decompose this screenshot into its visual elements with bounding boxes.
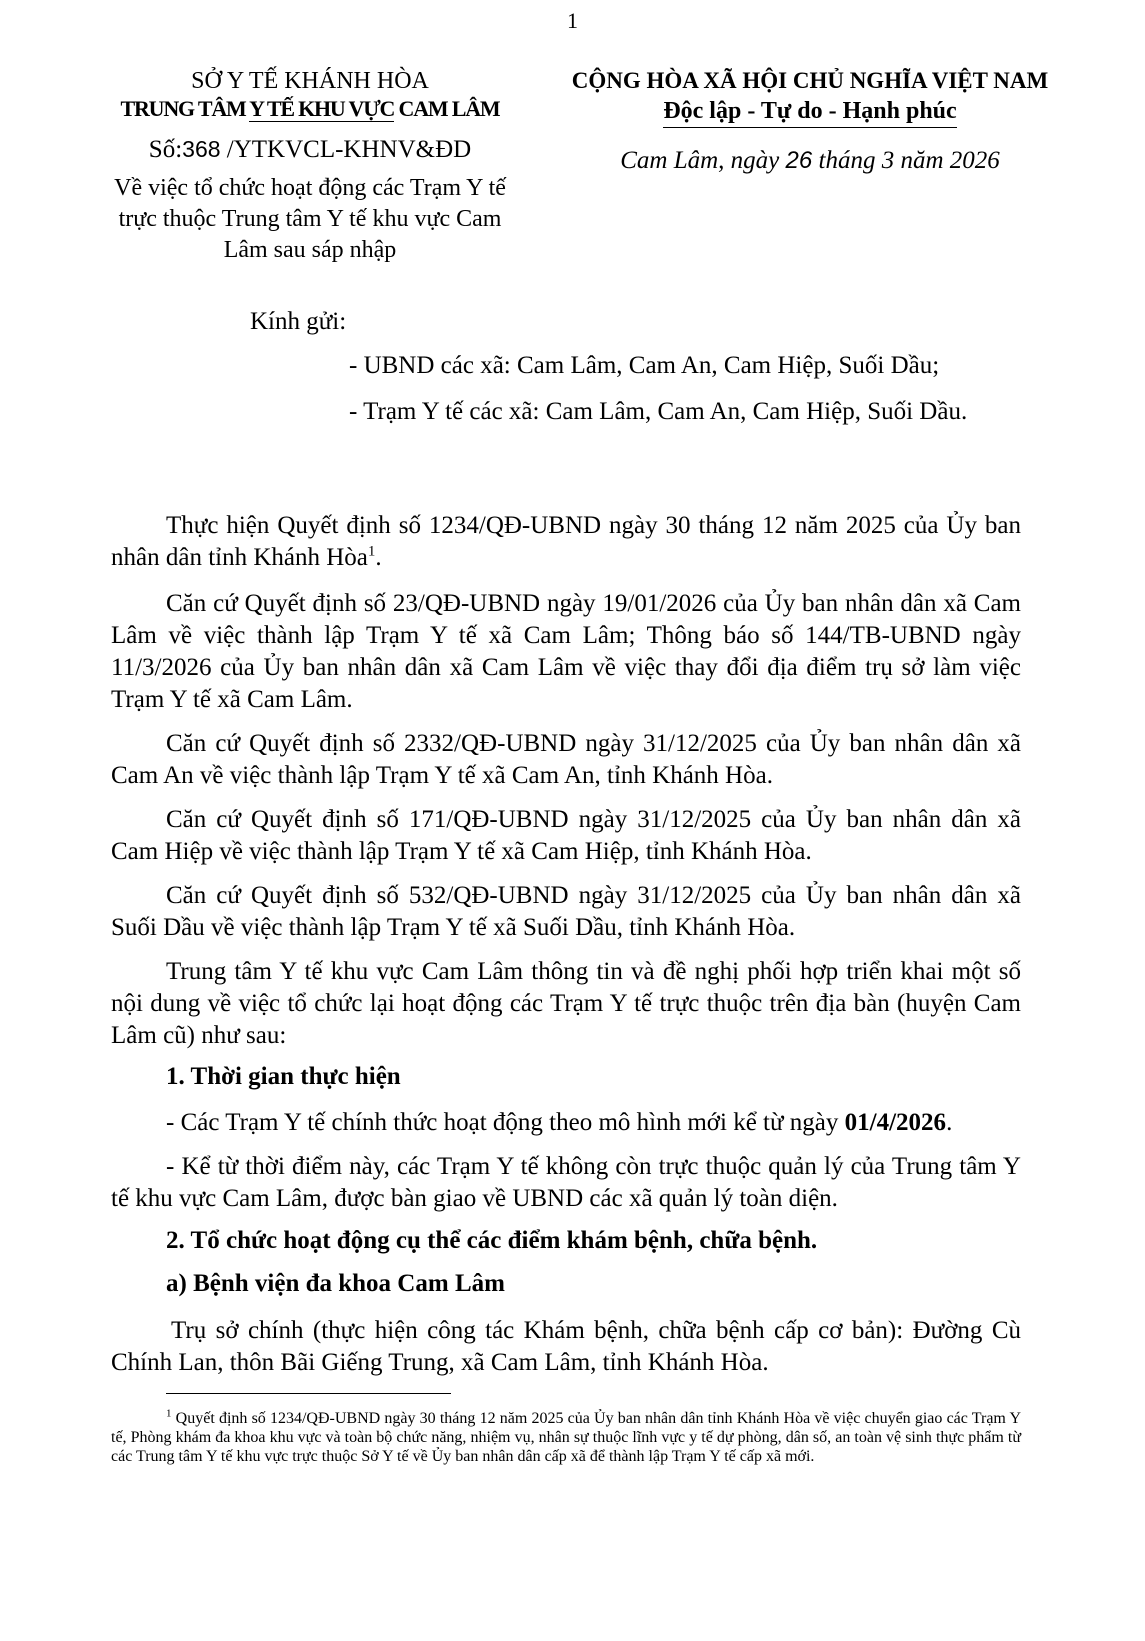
paragraph-text: . xyxy=(946,1109,953,1136)
effective-date: 01/4/2026 xyxy=(844,1109,947,1136)
recipients-label: Kính gửi: xyxy=(250,308,347,335)
body-paragraph xyxy=(111,510,1021,574)
unit-name-underlined: Y TẾ KHU VỰC xyxy=(249,96,395,121)
unit-name xyxy=(100,96,520,122)
footnote-reference[interactable]: 1 xyxy=(367,543,376,560)
doc-no-suffix: /YTKVCL-KHNV&ĐD xyxy=(220,136,472,163)
body-paragraph: Trụ sở chính (thực hiện công tác Khám bệnh, chữa bệnh cấp cơ bản): Đường Cù Chính Lan, thôn Bãi Giếng Trung, xã Cam Lâm, tỉnh Khánh Hòa. xyxy=(111,1317,1021,1376)
body-paragraph: Căn cứ Quyết định số 532/QĐ-UBND ngày 31/12/2025 của Ủy ban nhân dân xã Suối Dầu về việc thành lập Trạm Y tế xã Suối Dầu, tỉnh Khánh Hòa. xyxy=(111,882,1021,941)
national-motto: Độc lập - Tự do - Hạnh phúc xyxy=(663,96,956,128)
body-paragraph: Căn cứ Quyết định số 23/QĐ-UBND ngày 19/01/2026 của Ủy ban nhân dân xã Cam Lâm về việc thành lập Trạm Y tế xã Cam Lâm; Thông báo số 144/TB-UBND ngày 11/3/2026 của Ủy ban nhân dân xã Cam Lâm về việc thay đổi địa điểm trụ sở làm việc Trạm Y tế xã Cam Lâm. xyxy=(111,590,1021,713)
header-right xyxy=(540,66,1080,176)
footnote-text: Quyết định số 1234/QĐ-UBND ngày 30 tháng 12 năm 2025 của Ủy ban nhân dân tỉnh Khánh Hòa về việc chuyển giao các Trạm Y tế, Phòng khám đa khoa khu vực và toàn bộ chức năng, nhiệm vụ, nhân sự thuộc lĩnh vực y tế dự phòng, dân số, an toàn vệ sinh thực phẩm từ các Trung tâm Y tế khu vực trực thuộc Sở Y tế về Ủy ban nhân dân cấp xã để thành lập Trạm Y tế cấp xã mới. xyxy=(111,1410,1021,1465)
body-paragraph: Trung tâm Y tế khu vực Cam Lâm thông tin và đề nghị phối hợp triển khai một số nội dung về việc tổ chức lại hoạt động các Trạm Y tế trực thuộc trên địa bàn (huyện Cam Lâm cũ) như sau: xyxy=(111,958,1021,1049)
subsection-heading: a) Bệnh viện đa khoa Cam Lâm xyxy=(166,1270,505,1297)
recipient-item-text: - Trạm Y tế các xã: Cam Lâm, Cam An, Cam Hiệp, Suối Dầu. xyxy=(349,398,968,425)
footnote-separator xyxy=(166,1393,451,1394)
body-paragraph xyxy=(111,1107,1051,1139)
date-suffix: tháng 3 năm 2026 xyxy=(812,147,1000,174)
doc-no-value: 368 xyxy=(182,136,221,162)
date-prefix: Cam Lâm, ngày xyxy=(620,147,786,174)
recipient-item xyxy=(306,396,1021,428)
body-paragraph: - Kể từ thời điểm này, các Trạm Y tế không còn trực thuộc quản lý của Trung tâm Y tế khu vực Cam Lâm, được bàn giao về UBND các xã quản lý toàn diện. xyxy=(111,1153,1021,1212)
footnote-number: 1 xyxy=(166,1407,172,1420)
unit-name-part: TRUNG TÂM xyxy=(120,96,250,121)
paragraph-text: . xyxy=(375,544,382,571)
section-heading: 1. Thời gian thực hiện xyxy=(166,1063,401,1090)
agency-name: SỞ Y TẾ KHÁNH HÒA xyxy=(191,68,429,94)
document-date xyxy=(540,146,1080,176)
header-left xyxy=(100,66,520,266)
recipient-item: - UBND các xã: Cam Lâm, Cam An, Cam Hiệp, Suối Dầu; xyxy=(349,352,940,379)
doc-no-prefix: Số: xyxy=(148,136,183,163)
page-number: 1 xyxy=(567,8,578,33)
section-heading: 2. Tổ chức hoạt động cụ thể các điểm khám bệnh, chữa bệnh. xyxy=(166,1227,818,1254)
unit-name-part: CAM LÂM xyxy=(394,96,500,121)
paragraph-text: - Các Trạm Y tế chính thức hoạt động theo mô hình mới kể từ ngày xyxy=(166,1109,845,1136)
date-day: 26 xyxy=(785,147,813,174)
paragraph-text: Thực hiện Quyết định số 1234/QĐ-UBND ngày 30 tháng 12 năm 2025 của Ủy ban nhân dân tỉnh Khánh Hòa xyxy=(111,512,1021,571)
body-paragraph: Căn cứ Quyết định số 171/QĐ-UBND ngày 31/12/2025 của Ủy ban nhân dân xã Cam Hiệp về việc thành lập Trạm Y tế xã Cam Hiệp, tỉnh Khánh Hòa. xyxy=(111,806,1021,865)
body-paragraph: Căn cứ Quyết định số 2332/QĐ-UBND ngày 31/12/2025 của Ủy ban nhân dân xã Cam An về việc thành lập Trạm Y tế xã Cam An, tỉnh Khánh Hòa. xyxy=(111,730,1021,789)
country-name: CỘNG HÒA XÃ HỘI CHỦ NGHĨA VIỆT NAM xyxy=(571,68,1049,93)
document-number xyxy=(100,134,520,165)
document-subject: Về việc tổ chức hoạt động các Trạm Y tế trực thuộc Trung tâm Y tế khu vực Cam Lâm sau sáp nhập xyxy=(114,175,506,263)
footnote xyxy=(111,1409,1021,1466)
